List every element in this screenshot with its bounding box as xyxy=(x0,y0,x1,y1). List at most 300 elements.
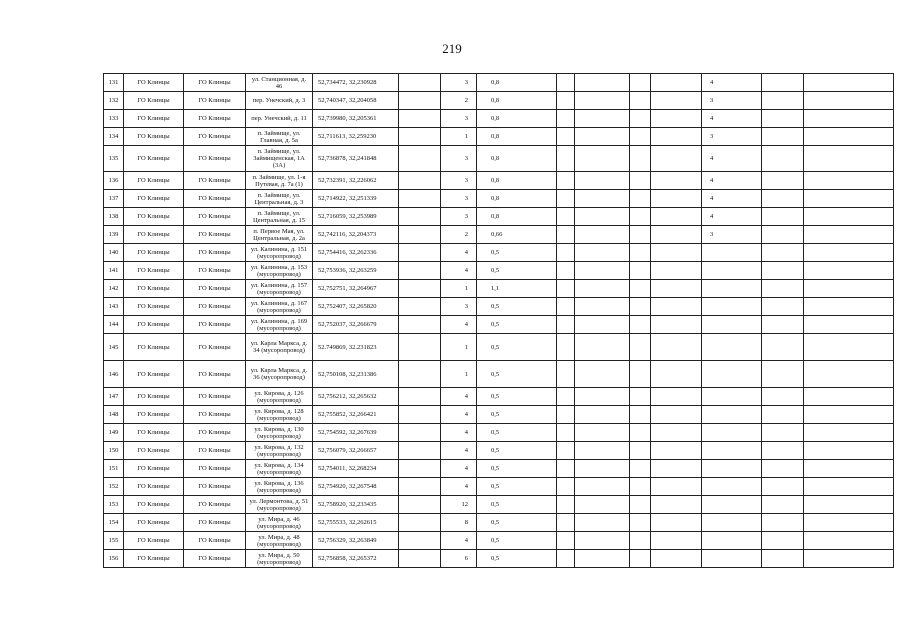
container-volume-cell: 0,5 xyxy=(477,388,557,406)
empty-cell xyxy=(630,406,651,424)
empty-cell xyxy=(762,532,804,550)
empty-cell xyxy=(804,262,894,280)
empty-cell xyxy=(575,74,630,92)
empty-cell xyxy=(557,514,575,532)
empty-cell xyxy=(804,361,894,388)
container-volume-cell: 0,5 xyxy=(477,298,557,316)
empty-cell xyxy=(630,172,651,190)
container-volume-cell: 0,5 xyxy=(477,361,557,388)
empty-cell xyxy=(575,208,630,226)
empty-cell xyxy=(762,316,804,334)
coordinates-cell: 52,754416, 32,262336 xyxy=(313,244,399,262)
table-row xyxy=(104,316,894,334)
empty-cell xyxy=(575,280,630,298)
empty-cell xyxy=(762,334,804,361)
bins-count-cell: 4 xyxy=(702,190,762,208)
table-row xyxy=(104,550,894,568)
settlement-cell: ГО Клинцы xyxy=(184,280,246,298)
table-row xyxy=(104,388,894,406)
empty-cell xyxy=(399,388,441,406)
row-number: 136 xyxy=(104,172,124,190)
bins-count-cell xyxy=(702,280,762,298)
district-cell: ГО Клинцы xyxy=(124,361,184,388)
empty-cell xyxy=(575,334,630,361)
empty-cell xyxy=(651,532,702,550)
address-cell: ул. Станционная, д. 46 xyxy=(246,74,313,92)
row-number: 135 xyxy=(104,146,124,172)
settlement-cell: ГО Клинцы xyxy=(184,460,246,478)
settlement-cell: ГО Клинцы xyxy=(184,550,246,568)
row-number: 142 xyxy=(104,280,124,298)
empty-cell xyxy=(651,244,702,262)
container-volume-cell: 0,5 xyxy=(477,532,557,550)
container-volume-cell: 0,8 xyxy=(477,92,557,110)
empty-cell xyxy=(651,110,702,128)
coordinates-cell: 52,756212, 32,265632 xyxy=(313,388,399,406)
district-cell: ГО Клинцы xyxy=(124,92,184,110)
empty-cell xyxy=(630,146,651,172)
empty-cell xyxy=(399,92,441,110)
empty-cell xyxy=(651,496,702,514)
empty-cell xyxy=(651,550,702,568)
empty-cell xyxy=(651,92,702,110)
bins-count-cell: 4 xyxy=(702,208,762,226)
empty-cell xyxy=(575,496,630,514)
table-row xyxy=(104,128,894,146)
container-count-cell: 8 xyxy=(441,514,477,532)
district-cell: ГО Клинцы xyxy=(124,316,184,334)
district-cell: ГО Клинцы xyxy=(124,478,184,496)
address-cell: п. Займище, ул. Займищенская, 1А (3А) xyxy=(246,146,313,172)
empty-cell xyxy=(630,550,651,568)
container-count-cell: 2 xyxy=(441,92,477,110)
address-cell: ул. Карла Маркса, д. 34 (мусоропровод) xyxy=(246,334,313,361)
district-cell: ГО Клинцы xyxy=(124,280,184,298)
table-row xyxy=(104,478,894,496)
empty-cell xyxy=(762,262,804,280)
row-number: 143 xyxy=(104,298,124,316)
empty-cell xyxy=(575,226,630,244)
empty-cell xyxy=(557,406,575,424)
container-volume-cell: 0,5 xyxy=(477,244,557,262)
bins-count-cell xyxy=(702,424,762,442)
empty-cell xyxy=(651,334,702,361)
container-volume-cell: 0,8 xyxy=(477,190,557,208)
bins-count-cell xyxy=(702,406,762,424)
address-cell: ул. Мира, д. 48 (мусоропровод) xyxy=(246,532,313,550)
container-count-cell: 4 xyxy=(441,406,477,424)
empty-cell xyxy=(630,128,651,146)
empty-cell xyxy=(630,190,651,208)
bins-count-cell xyxy=(702,244,762,262)
empty-cell xyxy=(557,460,575,478)
empty-cell xyxy=(575,128,630,146)
address-cell: ул. Кирова, д. 128 (мусоропровод) xyxy=(246,406,313,424)
table-row xyxy=(104,334,894,361)
empty-cell xyxy=(399,226,441,244)
empty-cell xyxy=(804,172,894,190)
coordinates-cell: 52,752751, 32,264967 xyxy=(313,280,399,298)
container-volume-cell: 0,8 xyxy=(477,110,557,128)
district-cell: ГО Клинцы xyxy=(124,406,184,424)
coordinates-cell: 52,756079, 32,266657 xyxy=(313,442,399,460)
empty-cell xyxy=(557,92,575,110)
row-number: 132 xyxy=(104,92,124,110)
container-count-cell: 4 xyxy=(441,262,477,280)
empty-cell xyxy=(557,496,575,514)
bins-count-cell xyxy=(702,478,762,496)
empty-cell xyxy=(804,110,894,128)
empty-cell xyxy=(804,298,894,316)
bins-count-cell xyxy=(702,316,762,334)
table-row xyxy=(104,280,894,298)
container-volume-cell: 0,5 xyxy=(477,424,557,442)
district-cell: ГО Клинцы xyxy=(124,262,184,280)
empty-cell xyxy=(557,298,575,316)
settlement-cell: ГО Клинцы xyxy=(184,388,246,406)
district-cell: ГО Клинцы xyxy=(124,496,184,514)
empty-cell xyxy=(762,298,804,316)
address-cell: ул. Калинина, д. 169 (мусоропровод) xyxy=(246,316,313,334)
empty-cell xyxy=(804,424,894,442)
container-count-cell: 3 xyxy=(441,74,477,92)
container-volume-cell: 0,8 xyxy=(477,146,557,172)
settlement-cell: ГО Клинцы xyxy=(184,478,246,496)
container-volume-cell: 0,5 xyxy=(477,316,557,334)
coordinates-cell: 52,739980, 32,205361 xyxy=(313,110,399,128)
empty-cell xyxy=(630,316,651,334)
empty-cell xyxy=(762,208,804,226)
bins-count-cell: 3 xyxy=(702,226,762,244)
empty-cell xyxy=(651,388,702,406)
coordinates-cell: 52,756858, 32,265372 xyxy=(313,550,399,568)
empty-cell xyxy=(630,496,651,514)
settlement-cell: ГО Клинцы xyxy=(184,226,246,244)
district-cell: ГО Клинцы xyxy=(124,550,184,568)
address-cell: ул. Лермонтова, д. 51 (мусоропровод) xyxy=(246,496,313,514)
district-cell: ГО Клинцы xyxy=(124,298,184,316)
coordinates-cell: 52,758920, 32,233435 xyxy=(313,496,399,514)
empty-cell xyxy=(630,361,651,388)
container-volume-cell: 0,8 xyxy=(477,74,557,92)
bins-count-cell: 3 xyxy=(702,92,762,110)
empty-cell xyxy=(557,550,575,568)
address-cell: ул. Кирова, д. 132 (мусоропровод) xyxy=(246,442,313,460)
coordinates-cell: 52,736878, 32,241848 xyxy=(313,146,399,172)
empty-cell xyxy=(630,74,651,92)
empty-cell xyxy=(399,514,441,532)
coordinates-cell: 52,740347, 32,204058 xyxy=(313,92,399,110)
empty-cell xyxy=(762,550,804,568)
empty-cell xyxy=(557,146,575,172)
empty-cell xyxy=(630,262,651,280)
waste-sites-table xyxy=(103,73,894,568)
empty-cell xyxy=(575,478,630,496)
container-volume-cell: 1,1 xyxy=(477,280,557,298)
empty-cell xyxy=(651,442,702,460)
bins-count-cell xyxy=(702,514,762,532)
settlement-cell: ГО Клинцы xyxy=(184,244,246,262)
address-cell: ул. Кирова, д. 136 (мусоропровод) xyxy=(246,478,313,496)
table-row xyxy=(104,442,894,460)
empty-cell xyxy=(651,226,702,244)
empty-cell xyxy=(557,478,575,496)
container-count-cell: 2 xyxy=(441,226,477,244)
row-number: 146 xyxy=(104,361,124,388)
district-cell: ГО Клинцы xyxy=(124,460,184,478)
district-cell: ГО Клинцы xyxy=(124,172,184,190)
container-count-cell: 1 xyxy=(441,361,477,388)
empty-cell xyxy=(762,92,804,110)
district-cell: ГО Клинцы xyxy=(124,514,184,532)
empty-cell xyxy=(651,172,702,190)
coordinates-cell: 52,752407, 32,265820 xyxy=(313,298,399,316)
empty-cell xyxy=(630,208,651,226)
empty-cell xyxy=(575,424,630,442)
settlement-cell: ГО Клинцы xyxy=(184,74,246,92)
empty-cell xyxy=(762,280,804,298)
empty-cell xyxy=(399,550,441,568)
row-number: 148 xyxy=(104,406,124,424)
empty-cell xyxy=(557,334,575,361)
empty-cell xyxy=(575,316,630,334)
settlement-cell: ГО Клинцы xyxy=(184,110,246,128)
empty-cell xyxy=(651,316,702,334)
container-count-cell: 3 xyxy=(441,110,477,128)
empty-cell xyxy=(630,92,651,110)
coordinates-cell: 52,742116, 32,204373 xyxy=(313,226,399,244)
container-count-cell: 1 xyxy=(441,334,477,361)
coordinates-cell: 52,755533, 32,262615 xyxy=(313,514,399,532)
empty-cell xyxy=(557,424,575,442)
table-row xyxy=(104,92,894,110)
settlement-cell: ГО Клинцы xyxy=(184,128,246,146)
row-number: 139 xyxy=(104,226,124,244)
empty-cell xyxy=(762,361,804,388)
empty-cell xyxy=(399,172,441,190)
container-count-cell: 12 xyxy=(441,496,477,514)
bins-count-cell: 4 xyxy=(702,74,762,92)
container-count-cell: 4 xyxy=(441,442,477,460)
container-volume-cell: 0,5 xyxy=(477,262,557,280)
coordinates-cell: 52,732391, 32,226062 xyxy=(313,172,399,190)
empty-cell xyxy=(575,92,630,110)
empty-cell xyxy=(557,388,575,406)
row-number: 151 xyxy=(104,460,124,478)
address-cell: ул. Кирова, д. 130 (мусоропровод) xyxy=(246,424,313,442)
table-row xyxy=(104,208,894,226)
empty-cell xyxy=(399,298,441,316)
settlement-cell: ГО Клинцы xyxy=(184,496,246,514)
empty-cell xyxy=(762,146,804,172)
table-row xyxy=(104,514,894,532)
empty-cell xyxy=(630,334,651,361)
bins-count-cell xyxy=(702,460,762,478)
empty-cell xyxy=(651,361,702,388)
empty-cell xyxy=(399,190,441,208)
coordinates-cell: 52,755852, 32,266421 xyxy=(313,406,399,424)
empty-cell xyxy=(399,424,441,442)
container-count-cell: 4 xyxy=(441,244,477,262)
bins-count-cell: 4 xyxy=(702,146,762,172)
address-cell: ул. Калинина, д. 153 (мусоропровод) xyxy=(246,262,313,280)
row-number: 131 xyxy=(104,74,124,92)
empty-cell xyxy=(804,316,894,334)
empty-cell xyxy=(399,478,441,496)
empty-cell xyxy=(804,280,894,298)
empty-cell xyxy=(557,110,575,128)
empty-cell xyxy=(762,172,804,190)
empty-cell xyxy=(651,280,702,298)
coordinates-cell: 52,714922, 32,251339 xyxy=(313,190,399,208)
empty-cell xyxy=(575,388,630,406)
settlement-cell: ГО Клинцы xyxy=(184,361,246,388)
empty-cell xyxy=(399,244,441,262)
container-count-cell: 3 xyxy=(441,190,477,208)
empty-cell xyxy=(762,460,804,478)
address-cell: п. Займище, ул. Центральная, д. 3 xyxy=(246,190,313,208)
empty-cell xyxy=(399,262,441,280)
address-cell: ул. Кирова, д. 134 (мусоропровод) xyxy=(246,460,313,478)
empty-cell xyxy=(630,514,651,532)
container-volume-cell: 0,8 xyxy=(477,208,557,226)
empty-cell xyxy=(399,280,441,298)
table-row xyxy=(104,298,894,316)
container-volume-cell: 0,5 xyxy=(477,550,557,568)
empty-cell xyxy=(630,388,651,406)
empty-cell xyxy=(762,388,804,406)
district-cell: ГО Клинцы xyxy=(124,110,184,128)
empty-cell xyxy=(399,361,441,388)
empty-cell xyxy=(804,532,894,550)
empty-cell xyxy=(575,262,630,280)
empty-cell xyxy=(804,334,894,361)
table-row xyxy=(104,424,894,442)
bins-count-cell xyxy=(702,262,762,280)
empty-cell xyxy=(804,190,894,208)
settlement-cell: ГО Клинцы xyxy=(184,442,246,460)
row-number: 154 xyxy=(104,514,124,532)
empty-cell xyxy=(762,110,804,128)
settlement-cell: ГО Клинцы xyxy=(184,262,246,280)
district-cell: ГО Клинцы xyxy=(124,146,184,172)
empty-cell xyxy=(762,442,804,460)
row-number: 155 xyxy=(104,532,124,550)
address-cell: ул. Калинина, д. 167 (мусоропровод) xyxy=(246,298,313,316)
empty-cell xyxy=(575,110,630,128)
address-cell: ул. Карла Маркса, д. 36 (мусоропровод) xyxy=(246,361,313,388)
container-volume-cell: 0,8 xyxy=(477,172,557,190)
empty-cell xyxy=(557,442,575,460)
table-row xyxy=(104,460,894,478)
empty-cell xyxy=(630,460,651,478)
empty-cell xyxy=(804,146,894,172)
district-cell: ГО Клинцы xyxy=(124,442,184,460)
empty-cell xyxy=(804,244,894,262)
empty-cell xyxy=(651,208,702,226)
container-count-cell: 4 xyxy=(441,532,477,550)
empty-cell xyxy=(575,190,630,208)
row-number: 153 xyxy=(104,496,124,514)
container-count-cell: 3 xyxy=(441,208,477,226)
empty-cell xyxy=(804,514,894,532)
empty-cell xyxy=(575,244,630,262)
empty-cell xyxy=(804,226,894,244)
table-row xyxy=(104,496,894,514)
empty-cell xyxy=(399,128,441,146)
coordinates-cell: 52,716059, 32,253989 xyxy=(313,208,399,226)
row-number: 149 xyxy=(104,424,124,442)
empty-cell xyxy=(557,128,575,146)
address-cell: ул. Кирова, д. 126 (мусоропровод) xyxy=(246,388,313,406)
empty-cell xyxy=(630,280,651,298)
container-count-cell: 3 xyxy=(441,298,477,316)
address-cell: пер. Унечский, д. 11 xyxy=(246,110,313,128)
container-volume-cell: 0,5 xyxy=(477,496,557,514)
address-cell: п. Займище, ул. Центральная, д. 15 xyxy=(246,208,313,226)
bins-count-cell xyxy=(702,388,762,406)
empty-cell xyxy=(804,74,894,92)
empty-cell xyxy=(575,146,630,172)
container-volume-cell: 0,66 xyxy=(477,226,557,244)
address-cell: п. Займище, ул. 1-я Путевая, д. 7а (1) xyxy=(246,172,313,190)
row-number: 150 xyxy=(104,442,124,460)
settlement-cell: ГО Клинцы xyxy=(184,146,246,172)
empty-cell xyxy=(399,208,441,226)
coordinates-cell: 52,754592, 32,267639 xyxy=(313,424,399,442)
empty-cell xyxy=(762,478,804,496)
container-volume-cell: 0,5 xyxy=(477,406,557,424)
empty-cell xyxy=(399,146,441,172)
address-cell: п. Займище, ул. Главная, д. 5а xyxy=(246,128,313,146)
district-cell: ГО Клинцы xyxy=(124,388,184,406)
empty-cell xyxy=(399,532,441,550)
empty-cell xyxy=(651,128,702,146)
empty-cell xyxy=(651,74,702,92)
table-row xyxy=(104,190,894,208)
empty-cell xyxy=(651,262,702,280)
address-cell: пер. Унечский, д. 3 xyxy=(246,92,313,110)
container-count-cell: 3 xyxy=(441,146,477,172)
coordinates-cell: 52,756329, 32,263849 xyxy=(313,532,399,550)
empty-cell xyxy=(557,226,575,244)
empty-cell xyxy=(630,532,651,550)
empty-cell xyxy=(651,190,702,208)
district-cell: ГО Клинцы xyxy=(124,128,184,146)
settlement-cell: ГО Клинцы xyxy=(184,424,246,442)
district-cell: ГО Клинцы xyxy=(124,334,184,361)
district-cell: ГО Клинцы xyxy=(124,74,184,92)
empty-cell xyxy=(399,460,441,478)
container-count-cell: 6 xyxy=(441,550,477,568)
settlement-cell: ГО Клинцы xyxy=(184,334,246,361)
settlement-cell: ГО Клинцы xyxy=(184,190,246,208)
empty-cell xyxy=(557,316,575,334)
page-number: 219 xyxy=(442,41,462,56)
empty-cell xyxy=(399,316,441,334)
container-count-cell: 4 xyxy=(441,460,477,478)
settlement-cell: ГО Клинцы xyxy=(184,298,246,316)
table-row xyxy=(104,532,894,550)
table-row xyxy=(104,74,894,92)
row-number: 141 xyxy=(104,262,124,280)
empty-cell xyxy=(651,406,702,424)
table-row xyxy=(104,262,894,280)
empty-cell xyxy=(762,226,804,244)
empty-cell xyxy=(575,298,630,316)
empty-cell xyxy=(651,514,702,532)
empty-cell xyxy=(575,550,630,568)
